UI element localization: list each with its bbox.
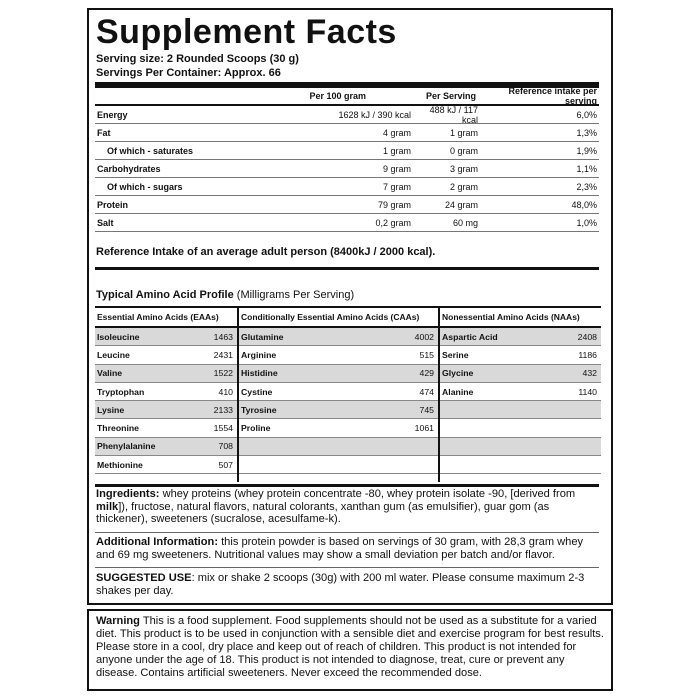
caa-header: Conditionally Essential Amino Acids (CAAs) — [239, 306, 438, 328]
nutrient-name: Protein — [97, 199, 129, 210]
naa-header: Nonessential Amino Acids (NAAs) — [440, 306, 601, 328]
amino-cell — [95, 438, 237, 456]
ingredients-label: Ingredients: — [96, 488, 160, 500]
nutrition-row — [95, 142, 599, 160]
amino-name: Arginine — [241, 349, 277, 360]
nutrition-row — [95, 160, 599, 178]
nutrient-serving: 24 gram — [444, 199, 478, 210]
amino-cell — [239, 365, 438, 383]
amino-name: Tyrosine — [241, 404, 277, 415]
suggested-label: SUGGESTED USE — [96, 572, 192, 584]
amino-value: 2431 — [213, 349, 233, 360]
naa-column — [438, 306, 601, 482]
nutrient-per100: 1 gram — [382, 145, 411, 156]
nutrient-serving: 0 gram — [449, 145, 478, 156]
amino-name: Tryptophan — [97, 386, 145, 397]
amino-value: 745 — [419, 404, 434, 415]
amino-cell — [239, 346, 438, 364]
additional-info-text — [96, 536, 601, 561]
serving-size: Serving size: 2 Rounded Scoops (30 g) — [96, 53, 299, 65]
warning-label: Warning — [96, 615, 140, 627]
caa-column — [237, 306, 438, 482]
suggested-use-text — [96, 572, 601, 597]
amino-acid-table — [95, 306, 601, 482]
amino-name: Alanine — [442, 386, 474, 397]
eaa-header: Essential Amino Acids (EAAs) — [95, 306, 237, 328]
nutrition-table — [95, 88, 599, 238]
amino-cell — [95, 328, 237, 346]
amino-name: Cystine — [241, 386, 273, 397]
amino-value: 1186 — [578, 349, 597, 360]
amino-cell — [239, 419, 438, 437]
amino-cell — [239, 401, 438, 419]
ingredients-part-b: ]), fructose, natural flavors, natural colorants, xanthan gum (as emulsifier), guar gom (as thickener), sweeteners (sucralose, acesulfame-k). — [96, 500, 550, 526]
nutrition-header-ri: Reference intake per serving — [508, 86, 597, 106]
amino-value: 507 — [218, 459, 233, 470]
amino-value: 2408 — [577, 331, 597, 342]
nutrition-header-serving: Per Serving — [425, 91, 476, 101]
eaa-column — [95, 306, 237, 482]
nutrient-name: Carbohydrates — [97, 163, 161, 174]
amino-cell-empty — [239, 438, 438, 456]
servings-per-container: Servings Per Container: Approx. 66 — [96, 67, 281, 79]
amino-value: 1522 — [213, 368, 233, 379]
label-title: Supplement Facts — [96, 13, 397, 51]
nutrient-name: Of which - sugars — [107, 181, 183, 192]
section-divider — [95, 484, 599, 487]
nutrient-ri: 1,1% — [576, 163, 597, 174]
nutrition-row — [95, 124, 599, 142]
amino-name: Lysine — [97, 404, 125, 415]
amino-name: Isoleucine — [97, 331, 140, 342]
amino-name: Leucine — [97, 349, 130, 360]
ingredients-text — [96, 488, 601, 526]
ingredients-part-a: whey proteins (whey protein concentrate -80, whey protein isolate -90, [derived from — [159, 488, 576, 500]
warning-body: This is a food supplement. Food supplements should not be used as a substitute for a varied diet. This product is to be used in conjunction with a sensible diet and exercise program for best results. Please store in a cool, dry place and keep out of reach of children. This product is not intended for anyone under the age of 18. This product is not intended to diagnose, treat, cure or prevent any disease. Contains artificial sweeteners. Never exceed the recommended dose. — [96, 615, 604, 679]
amino-name: Glutamine — [241, 331, 284, 342]
amino-value: 432 — [582, 368, 597, 379]
amino-cell — [440, 346, 601, 364]
warning-panel — [87, 609, 613, 691]
amino-value: 1554 — [213, 423, 233, 434]
amino-value: 708 — [218, 441, 233, 452]
suggested-body: : mix or shake 2 scoops (30g) with 200 ml water. Please consume maximum 2-3 shakes per day. — [96, 572, 585, 597]
nutrient-per100: 7 gram — [382, 181, 411, 192]
amino-name: Phenylalanine — [97, 441, 156, 452]
amino-cell-empty — [440, 438, 601, 456]
nutrient-name: Of which - saturates — [107, 145, 194, 156]
divider — [95, 567, 599, 568]
amino-cell — [440, 328, 601, 346]
ingredients-milk: milk — [96, 500, 119, 513]
amino-cell — [440, 365, 601, 383]
nutrition-row — [95, 106, 599, 124]
nutrient-serving: 3 gram — [449, 163, 478, 174]
supplement-facts-panel — [87, 8, 613, 605]
nutrient-name: Energy — [97, 109, 128, 120]
amino-title-unit: (Milligrams Per Serving) — [233, 289, 355, 301]
amino-name: Proline — [241, 423, 271, 434]
nutrient-ri: 1,0% — [576, 217, 597, 228]
nutrient-serving: 60 mg — [452, 217, 478, 228]
amino-value: 1463 — [213, 331, 233, 342]
amino-name: Serine — [442, 349, 469, 360]
nutrient-per100: 4 gram — [382, 127, 411, 138]
amino-value: 429 — [419, 368, 434, 379]
amino-title-bold: Typical Amino Acid Profile — [96, 289, 234, 301]
amino-cell — [95, 383, 237, 401]
nutrient-serving: 488 kJ / 117 kcal — [429, 104, 478, 125]
nutrient-name: Fat — [97, 127, 111, 138]
amino-cell-empty — [440, 456, 601, 474]
amino-cell — [95, 365, 237, 383]
nutrient-name: Salt — [97, 217, 114, 228]
amino-cell — [440, 383, 601, 401]
nutrient-ri: 48,0% — [571, 199, 597, 210]
amino-cell — [95, 346, 237, 364]
amino-cell — [95, 456, 237, 474]
nutrient-ri: 1,9% — [576, 145, 597, 156]
divider — [95, 532, 599, 533]
reference-intake-note: Reference Intake of an average adult person (8400kJ / 2000 kcal). — [96, 246, 436, 258]
nutrition-header-row — [95, 88, 599, 106]
amino-name: Threonine — [97, 423, 139, 434]
nutrient-ri: 6,0% — [576, 109, 597, 120]
amino-name: Aspartic Acid — [442, 331, 498, 342]
additional-label: Additional Information: — [96, 536, 219, 548]
nutrient-per100: 0,2 gram — [375, 217, 411, 228]
nutrition-header-per100: Per 100 gram — [309, 91, 366, 101]
nutrition-row — [95, 178, 599, 196]
amino-value: 1140 — [578, 386, 597, 397]
nutrient-per100: 79 gram — [377, 199, 411, 210]
amino-cell-empty — [440, 419, 601, 437]
section-divider — [95, 267, 599, 270]
amino-value: 515 — [419, 349, 434, 360]
nutrient-serving: 1 gram — [449, 127, 478, 138]
amino-name: Histidine — [241, 368, 278, 379]
amino-value: 1061 — [414, 423, 434, 434]
nutrition-row — [95, 196, 599, 214]
nutrient-ri: 1,3% — [576, 127, 597, 138]
amino-value: 474 — [419, 386, 434, 397]
amino-cell — [95, 419, 237, 437]
nutrient-per100: 1628 kJ / 390 kcal — [338, 109, 411, 120]
amino-cell — [239, 383, 438, 401]
amino-name: Methionine — [97, 459, 143, 470]
amino-value: 4002 — [414, 331, 434, 342]
amino-profile-title — [96, 289, 354, 301]
amino-cell — [239, 328, 438, 346]
nutrient-serving: 2 gram — [449, 181, 478, 192]
amino-cell — [95, 401, 237, 419]
amino-name: Valine — [97, 368, 123, 379]
additional-body: this protein powder is based on servings of 30 gram, with 28,3 gram whey and 69 mg sweeteners. Nutritional values may show a small deviation per batch and/or flavor. — [96, 536, 584, 561]
amino-cell-empty — [239, 456, 438, 474]
amino-cell-empty — [440, 401, 601, 419]
amino-name: Glycine — [442, 368, 474, 379]
nutrition-row — [95, 214, 599, 232]
amino-value: 2133 — [213, 404, 233, 415]
nutrient-ri: 2,3% — [576, 181, 597, 192]
nutrient-per100: 9 gram — [382, 163, 411, 174]
amino-value: 410 — [218, 386, 233, 397]
